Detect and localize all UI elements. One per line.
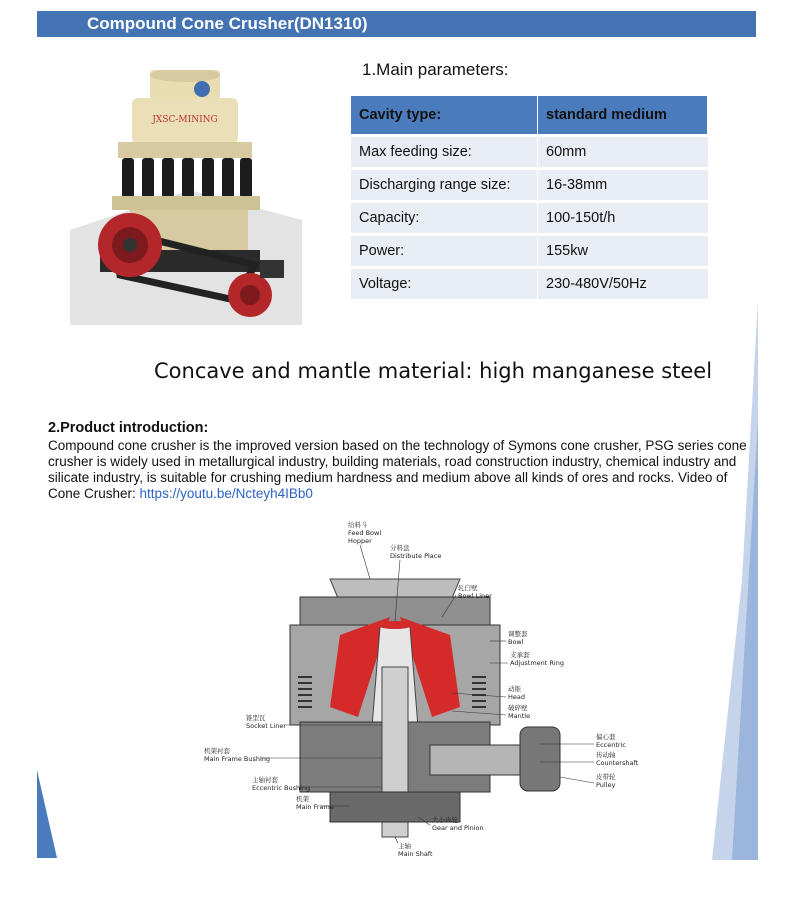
label-feed-hopper-2: Hopper [348,537,372,545]
table-row [351,202,708,235]
param-label: Voltage: [351,268,538,300]
label-distribute-cn: 分料盘 [390,544,410,552]
label-gear: Gear and Pinion [432,824,484,832]
label-gear-cn: 大小齿轮 [432,816,458,824]
label-pulley: Pulley [596,781,616,789]
table-row [351,136,708,169]
param-label: Power: [351,235,538,268]
param-value: 155kw [538,235,708,268]
label-head-cn: 动锥 [508,685,521,693]
label-shaft-cn: 主轴 [398,842,411,850]
table-header-row [351,96,708,136]
label-eccentric-cn: 偏心套 [596,733,616,741]
label-distribute: Distribute Place [390,552,442,560]
label-eccentric: Eccentric [596,741,626,749]
label-countershaft-cn: 传动轴 [596,751,616,759]
label-bowl-cn: 调整套 [508,630,528,638]
param-label: Max feeding size: [351,136,538,169]
label-ecc-bushing-cn: 主轴衬套 [252,776,278,784]
label-mantle-cn: 破碎壁 [508,704,528,712]
parameters-heading: 1.Main parameters: [362,60,509,79]
video-link[interactable]: https://youtu.be/Ncteyh4IBb0 [139,486,313,501]
label-ecc-bushing: Eccentric Bushing [252,784,311,792]
material-note: Concave and mantle material: high manganese steel [154,359,713,383]
intro-paragraph [48,438,748,502]
intro-text: Compound cone crusher is the improved version based on the technology of Symons cone crusher, PSG series cone crusher is widely used in metallurgical industry, building materials, road construction industry, chemical industry and silicate industry, is suitable for crushing medium hardness and medium above all kinds of ores and rocks. Video of Cone Crusher: [48,438,747,501]
param-value: 100-150t/h [538,202,708,235]
table-row [351,169,708,202]
label-bowl-liner: Bowl Liner [458,592,492,600]
label-main-frame-cn: 机架 [296,795,309,803]
label-adjust-cn: 支承套 [510,651,530,659]
label-pulley-cn: 皮带轮 [596,773,616,781]
label-frame-bushing: Main Frame Bushing [204,755,271,763]
label-frame-bushing-cn: 机架衬套 [204,747,230,755]
table-row [351,268,708,300]
label-main-frame: Main Frame [296,803,334,811]
parameters-table [350,95,708,299]
accent-shape-right [712,300,758,860]
label-socket-cn: 锥型瓦 [246,714,266,722]
label-adjust: Adjustment Ring [510,659,564,667]
label-bowl: Bowl [508,638,524,646]
cavity-type-value: standard medium [538,96,708,136]
param-label: Discharging range size: [351,169,538,202]
param-value: 230-480V/50Hz [538,268,708,300]
cavity-type-label: Cavity type: [351,96,538,136]
label-mantle: Mantle [508,712,531,720]
label-socket: Socket Liner [246,722,287,730]
intro-heading: 2.Product introduction: [48,420,209,436]
label-feed-hopper-1: Feed Bowl [348,529,382,537]
param-value: 60mm [538,136,708,169]
label-countershaft: Countershaft [596,759,639,767]
page-title: Compound Cone Crusher(DN1310) [87,14,368,33]
table-row [351,235,708,268]
label-shaft: Main Shaft [398,850,433,858]
crusher-cross-section-diagram [190,517,650,862]
label-feed-hopper-cn: 给料斗 [348,521,368,529]
param-value: 16-38mm [538,169,708,202]
nameplate-text: JXSC-MINING [152,115,218,125]
label-bowl-liner-cn: 轧臼壁 [458,584,478,592]
label-head: Head [508,693,525,701]
cone-crusher-photo [70,70,302,325]
accent-shape-left [37,770,57,858]
param-label: Capacity: [351,202,538,235]
